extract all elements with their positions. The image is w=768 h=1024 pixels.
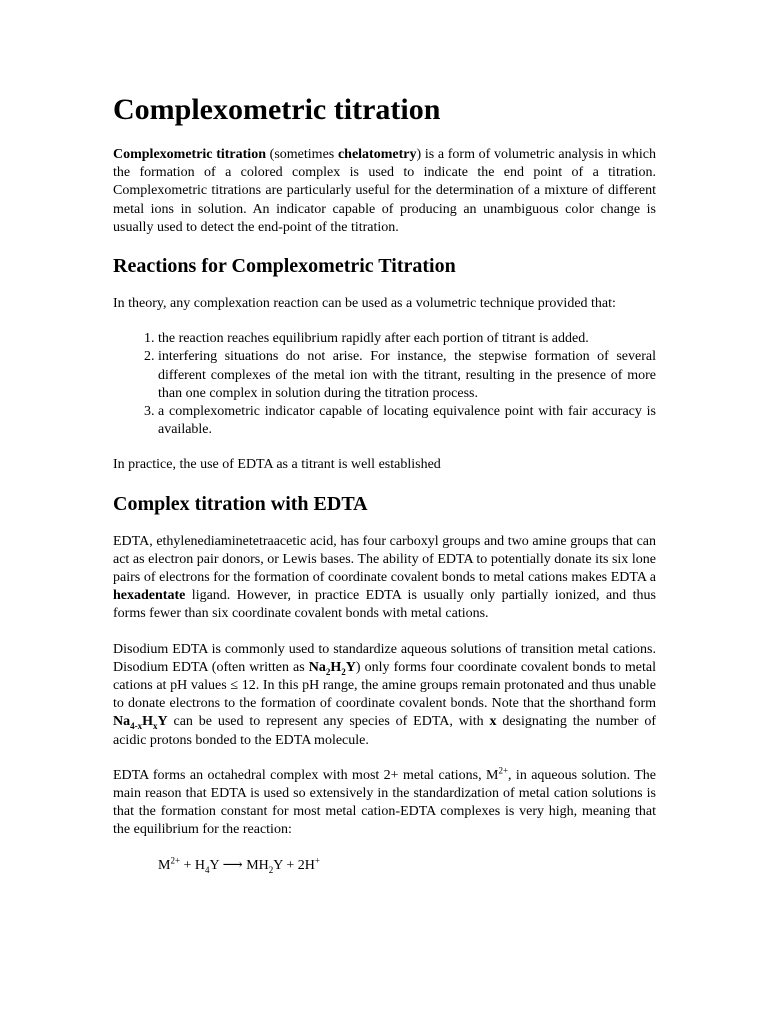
octahedral-complex-paragraph: EDTA forms an octahedral complex with most 2+ metal cations, $M^{2+}$, in aqueous solution. The main reason that EDTA is used so extensively in the standardization of metal cation solutions is that the formation constant for most metal cation-EDTA complexes is very high, meaning that the equilibrium for the reaction:	[113, 765, 656, 838]
conditions-list	[113, 330, 656, 439]
reactions-lead-paragraph: In theory, any complexation reaction can be used as a volumetric technique provided that:	[113, 296, 616, 312]
section-heading-edta: Complex titration with EDTA	[113, 492, 368, 515]
page-title: Complexometric titration	[113, 93, 441, 126]
formula-na2h2y: $Na_2H_2Y$	[308, 659, 356, 677]
list-item: 1. the reaction reaches equilibrium rapidly after each portion of titrant is added.	[158, 330, 656, 348]
term-x: x	[489, 714, 497, 730]
practice-paragraph: In practice, the use of EDTA as a titrant is well established	[113, 457, 441, 473]
term-hexadentate: hexadentate	[113, 588, 186, 604]
intro-paragraph: Complexometric titration (sometimes chelatometry) is a form of volumetric analysis in which the formation of a colored complex is used to indicate the end point of a titration. Complexometric titrations are particularly useful for the determination of a mixture of different metal ions in solution. An indicator capable of producing an unambiguous color change is usually used to detect the end-point of the titration.	[113, 147, 656, 235]
list-item: 2. interfering situations do not arise. For instance, the stepwise formation of several different complexes of the metal ion with the titrant, resulting in the presence of more than one complex in solution during the titration process.	[158, 348, 656, 403]
reaction-equation: $M^{2+} + H_4Y$ ⟶ $MH_2Y + 2H^+$	[158, 855, 320, 875]
edta-paragraph: EDTA, ethylenediaminetetraacetic acid, has four carboxyl groups and two amine groups that can act as electron pair donors, or Lewis bases. The ability of EDTA to potentially donate its six lone pairs of electrons for the formation of coordinate covalent bonds to metal cations makes EDTA a hexadentate ligand. However, in practice EDTA is usually only partially ionized, and thus forms fewer than six coordinate covalent bonds with metal cations.	[113, 533, 656, 622]
formula-na4-xhxy: $Na_{4-x}H_xY$	[113, 714, 168, 732]
disodium-edta-paragraph: Disodium EDTA is commonly used to standardize aqueous solutions of transition metal cations. Disodium EDTA (often written as $Na_2H_2Y$) only forms four coordinate covalent bonds to metal cations at pH values ≤ 12. In this pH range, the amine groups remain protonated and thus unable to donate electrons to the formation of coordinate covalent bonds. Note that the shorthand form $Na_{4-x}H_xY$ can be used to represent any species of EDTA, with x designating the number of acidic protons bonded to the EDTA molecule.	[113, 641, 656, 748]
section-heading-reactions: Reactions for Complexometric Titration	[113, 255, 456, 278]
term-complexometric-titration: Complexometric titration	[113, 147, 266, 162]
list-item: 3. a complexometric indicator capable of locating equivalence point with fair accuracy is available.	[158, 403, 656, 439]
term-chelatometry: chelatometry	[337, 147, 417, 162]
